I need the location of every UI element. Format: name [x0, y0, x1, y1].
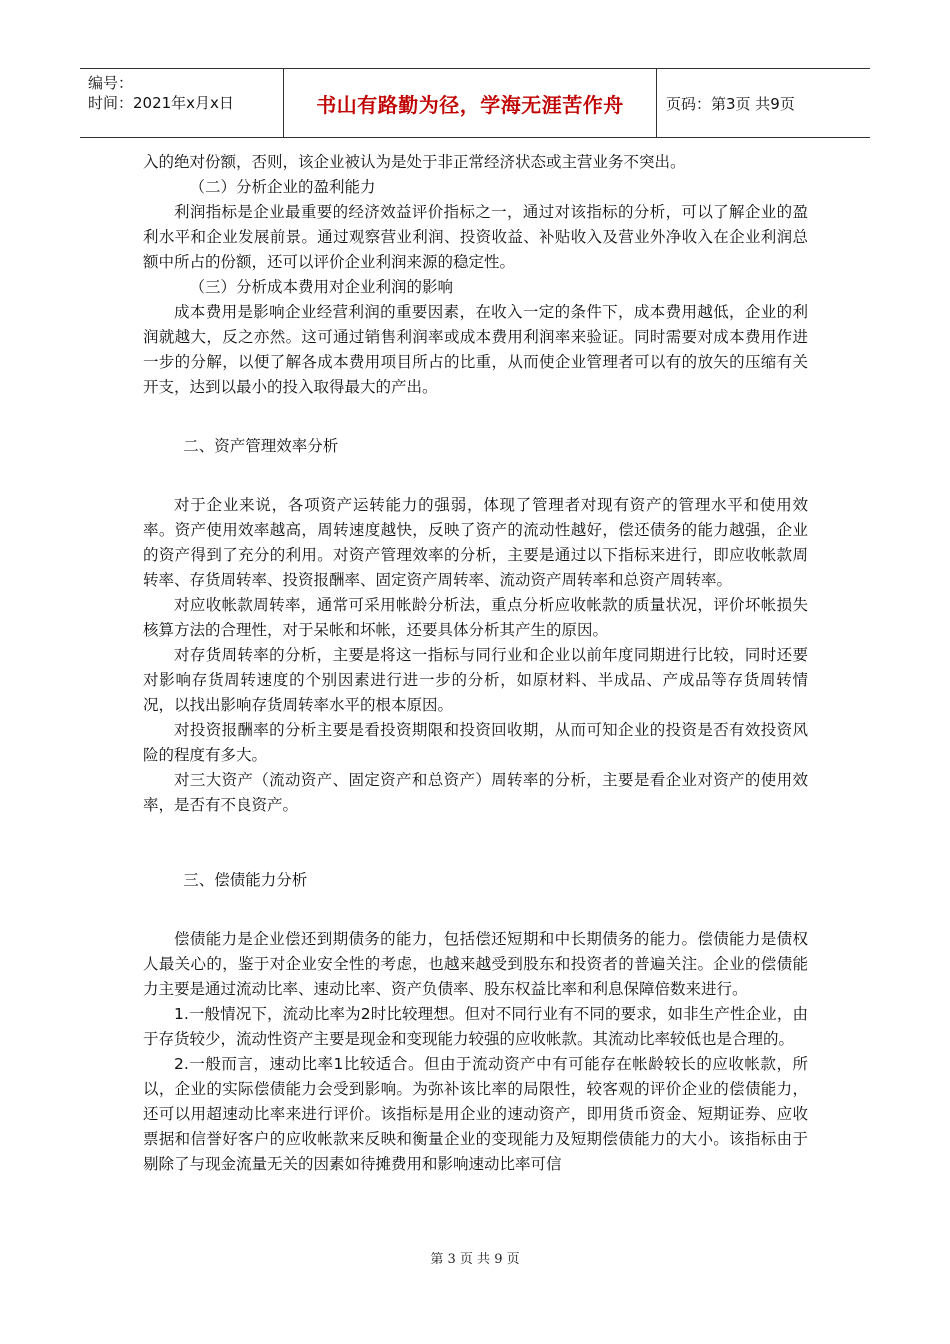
paragraph: 1.一般情况下，流动比率为2时比较理想。但对不同行业有不同的要求，如非生产性企业，由于存货较少，流动性资产主要是现金和变现能力较强的应收帐款。其流动比率较低也是合理的。: [143, 1005, 808, 1048]
header-motto: 书山有路勤为径，学海无涯苦作舟: [316, 92, 624, 117]
document-date: 时间：2021年x月x日: [88, 94, 234, 112]
section-heading: 二、资产管理效率分析: [183, 437, 339, 455]
paragraph: 对于企业来说，各项资产运转能力的强弱，体现了管理者对现有资产的管理水平和使用效率。资产使用效率越高，周转速度越快，反映了资产的流动性越好，偿还债务的能力越强，企业的资产得到了充分的利用。对资产管理效率的分析，主要是通过以下指标来进行，即应收帐款周转率、存货周转率、投资报酬率、固定资产周转率、流动资产周转率和总资产周转率。: [143, 496, 808, 589]
paragraph: 对投资报酬率的分析主要是看投资期限和投资回收期，从而可知企业的投资是否有效投资风险的程度有多大。: [143, 721, 808, 764]
subsection-heading: （二）分析企业的盈利能力: [189, 178, 376, 196]
document-number-label: 编号：: [88, 74, 134, 92]
page-footer: 第 3 页 共 9 页: [430, 1252, 520, 1267]
page-header: [80, 68, 870, 138]
document-body: [143, 150, 808, 1177]
paragraph: 2.一般而言，速动比率1比较适合。但由于流动资产中有可能存在帐龄较长的应收帐款，所以，企业的实际偿债能力会受到影响。为弥补该比率的局限性，较客观的评价企业的偿债能力，还可以用超速动比率来进行评价。该指标是用企业的速动资产，即用货币资金、短期证券、应收票据和信誉好客户的应收帐款来反映和衡量企业的变现能力及短期偿债能力的大小。该指标由于剔除了与现金流量无关的因素如待摊费用和影响速动比率可信: [143, 1055, 808, 1173]
subsection-heading: （三）分析成本费用对企业利润的影响: [189, 278, 454, 296]
paragraph: 对三大资产（流动资产、固定资产和总资产）周转率的分析，主要是看企业对资产的使用效率，是否有不良资产。: [143, 771, 808, 814]
paragraph: 偿债能力是企业偿还到期债务的能力，包括偿还短期和中长期债务的能力。偿债能力是债权人最关心的，鉴于对企业安全性的考虑，也越来越受到股东和投资者的普遍关注。企业的偿债能力主要是通过流动比率、速动比率、资产负债率、股东权益比率和利息保障倍数来进行。: [143, 930, 808, 998]
section-heading: 三、偿债能力分析: [183, 871, 308, 889]
paragraph: 利润指标是企业最重要的经济效益评价指标之一，通过对该指标的分析，可以了解企业的盈利水平和企业发展前景。通过观察营业利润、投资收益、补贴收入及营业外净收入在企业利润总额中所占的份额，还可以评价企业利润来源的稳定性。: [143, 203, 808, 271]
paragraph: 入的绝对份额，否则，该企业被认为是处于非正常经济状态或主营业务不突出。: [143, 153, 686, 171]
header-page-info: 页码：第3页 共9页: [666, 94, 795, 113]
header-meta: [88, 73, 278, 113]
paragraph: 成本费用是影响企业经营利润的重要因素，在收入一定的条件下，成本费用越低，企业的利润就越大，反之亦然。这可通过销售利润率或成本费用利润率来验证。同时需要对成本费用作进一步的分解，以便了解各成本费用项目所占的比重，从而使企业管理者可以有的放矢的压缩有关开支，达到以最小的投入取得最大的产出。: [143, 303, 808, 396]
paragraph: 对存货周转率的分析，主要是将这一指标与同行业和企业以前年度同期进行比较，同时还要对影响存货周转速度的个别因素进行进一步的分析，如原材料、半成品、产成品等存货周转情况，以找出影响存货周转率水平的根本原因。: [143, 646, 808, 714]
paragraph: 对应收帐款周转率，通常可采用帐龄分析法，重点分析应收帐款的质量状况，评价坏帐损失核算方法的合理性，对于呆帐和坏帐，还要具体分析其产生的原因。: [143, 596, 808, 639]
header-divider: [656, 69, 657, 137]
